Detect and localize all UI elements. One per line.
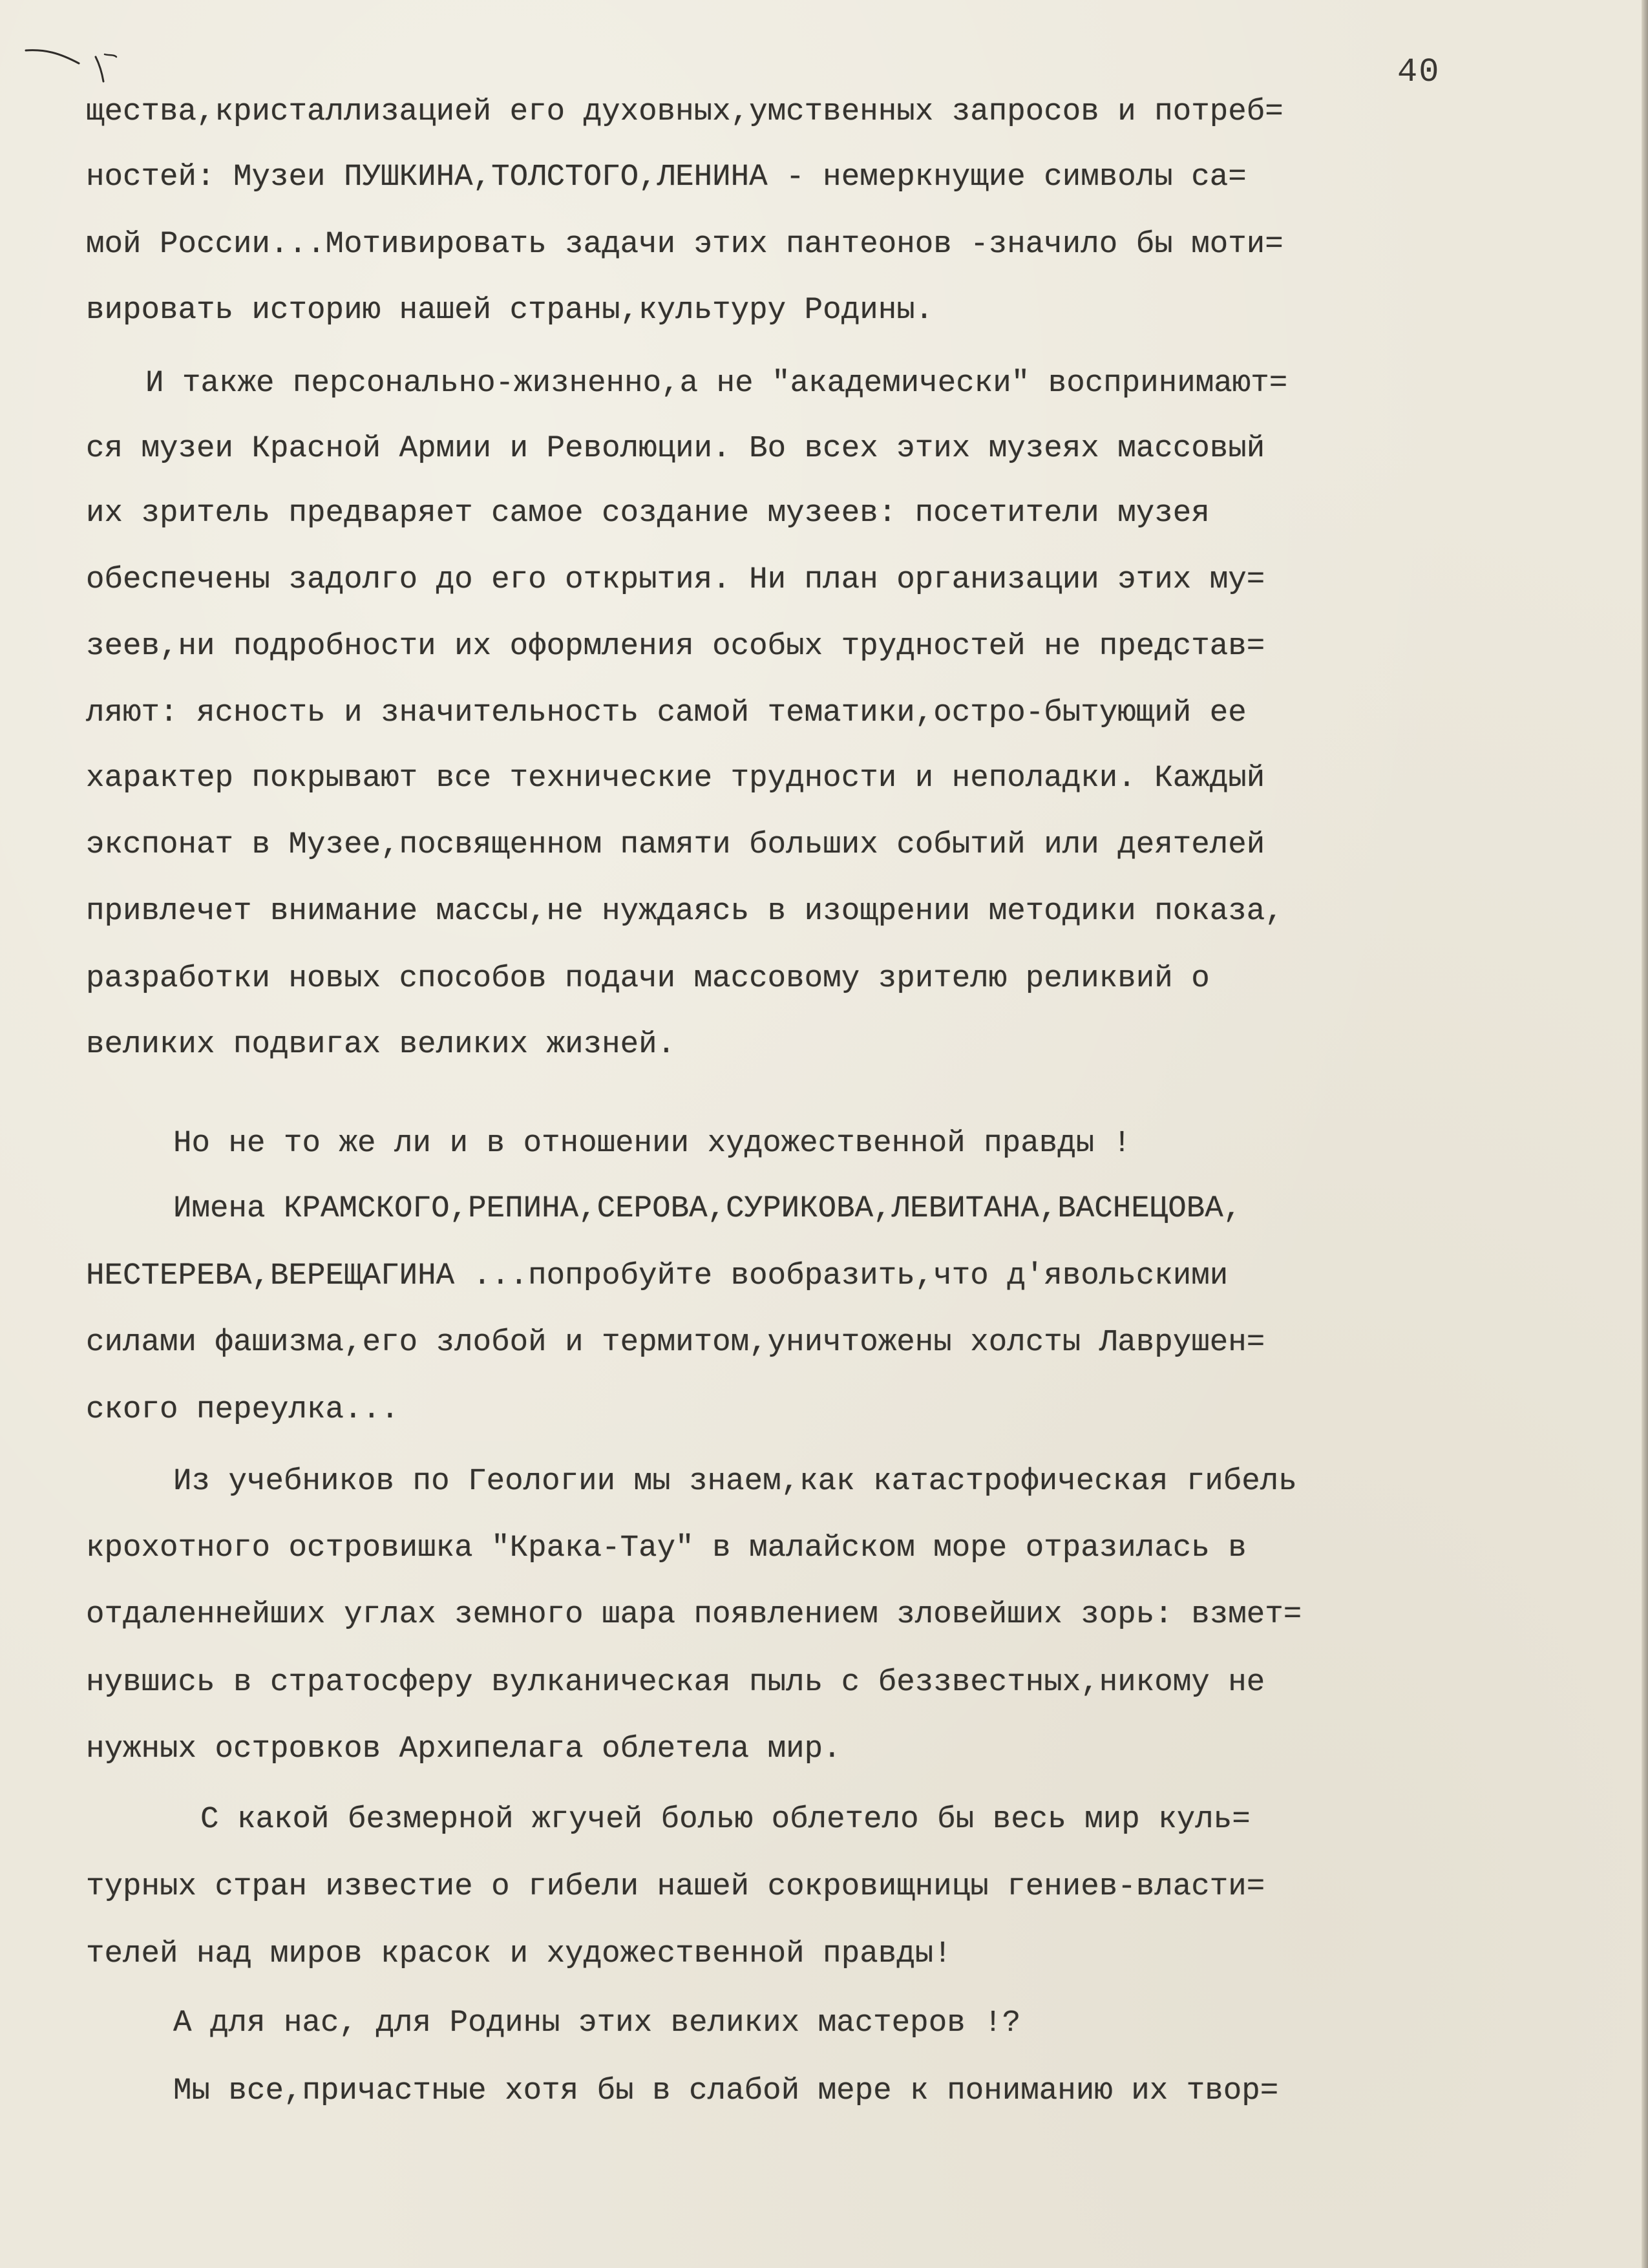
text-line: Из учебников по Геологии мы знаем,как катастрофическая гибель — [173, 1464, 1297, 1499]
text-line: ся музеи Красной Армии и Революции. Во всех этих музеях массовый — [86, 431, 1265, 466]
text-line: крохотного островишка "Крака-Тау" в малайском море отразилась в — [86, 1531, 1247, 1565]
text-line: привлечет внимание массы,не нуждаясь в изощрении методики показа, — [86, 894, 1284, 929]
text-line: мой России...Мотивировать задачи этих пантеонов -значило бы моти= — [86, 227, 1284, 262]
text-line: нужных островков Архипелага облетела мир. — [86, 1732, 841, 1766]
text-line: нувшись в стратосферу вулканическая пыль с беззвестных,никому не — [86, 1665, 1265, 1700]
text-line: зеев,ни подробности их оформления особых трудностей не представ= — [86, 629, 1265, 664]
text-line: ляют: ясность и значительность самой тематики,остро-бытующий ее — [86, 695, 1247, 730]
text-line: силами фашизма,его злобой и термитом,уничтожены холсты Лаврушен= — [86, 1325, 1265, 1360]
text-line: экспонат в Музее,посвященном памяти больших событий или деятелей — [86, 827, 1265, 862]
text-line: вировать историю нашей страны,культуру Родины. — [86, 293, 934, 328]
text-line: И также персонально-жизненно,а не "академически" воспринимают= — [145, 366, 1288, 401]
text-line: телей над миров красок и художественной правды! — [86, 1936, 952, 1971]
text-line: их зритель предваряет самое создание музеев: посетители музея — [86, 496, 1210, 531]
text-line: щества,кристаллизацией его духовных,умственных запросов и потреб= — [86, 94, 1284, 129]
text-line: отдаленнейших углах земного шара появлением зловейших зорь: взмет= — [86, 1597, 1302, 1632]
text-line: НЕСТЕРЕВА,ВЕРЕЩАГИНА ...попробуйте вообразить,что д'явольскими — [86, 1258, 1229, 1293]
text-line: С какой безмерной жгучей болью облетело бы весь мир куль= — [200, 1802, 1251, 1837]
text-line: А для нас, для Родины этих великих мастеров !? — [173, 2006, 1021, 2040]
text-line: Имена КРАМСКОГО,РЕПИНА,СЕРОВА,СУРИКОВА,ЛЕВИТАНА,ВАСНЕЦОВА, — [173, 1191, 1242, 1226]
text-line: ского переулка... — [86, 1392, 399, 1427]
text-line: ностей: Музеи ПУШКИНА,ТОЛСТОГО,ЛЕНИНА - немеркнущие символы са= — [86, 160, 1247, 195]
text-line: Мы все,причастные хотя бы в слабой мере к пониманию их твор= — [173, 2073, 1279, 2108]
text-line: великих подвигах великих жизней. — [86, 1027, 676, 1062]
page-number: 40 — [1397, 53, 1441, 91]
text-line: характер покрывают все технические трудности и неполадки. Каждый — [86, 761, 1265, 796]
text-line: обеспечены задолго до его открытия. Ни план организации этих му= — [86, 562, 1265, 597]
text-line: Но не то же ли и в отношении художественной правды ! — [173, 1126, 1132, 1161]
text-line: разработки новых способов подачи массовому зрителю реликвий о — [86, 961, 1210, 996]
text-line: турных стран известие о гибели нашей сокровищницы гениев-власти= — [86, 1869, 1265, 1904]
